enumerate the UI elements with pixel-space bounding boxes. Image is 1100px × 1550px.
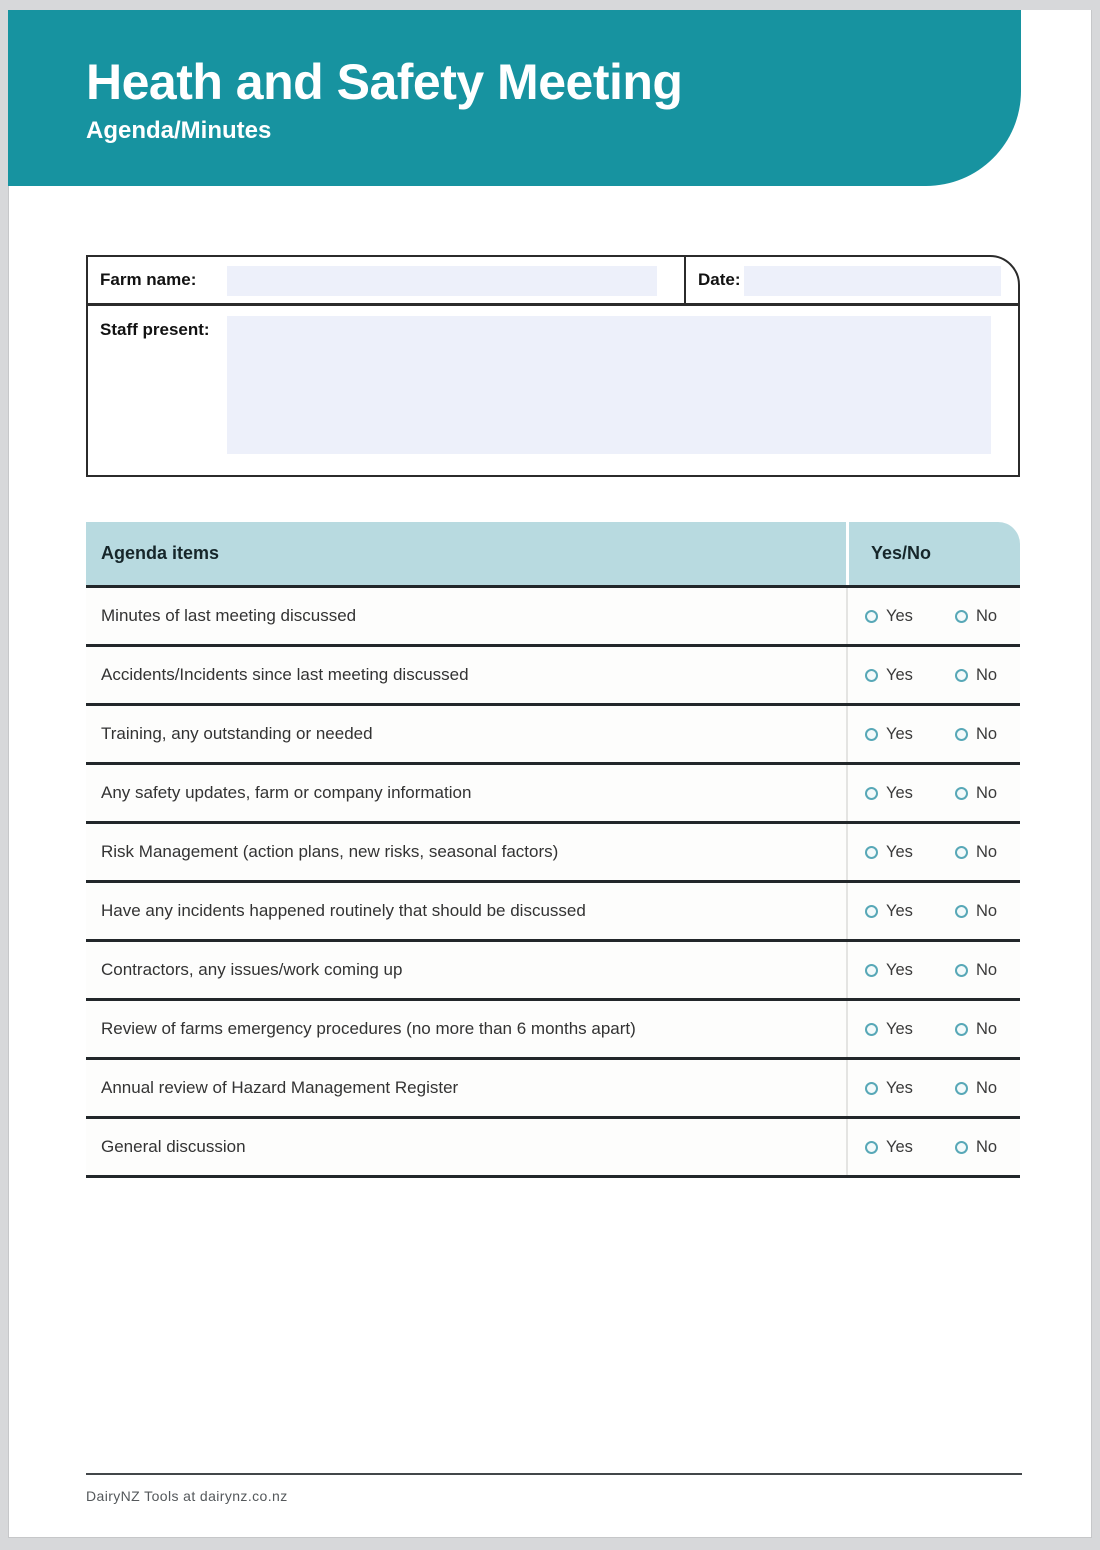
yes-label: Yes — [886, 783, 913, 802]
footer-divider — [86, 1473, 1022, 1475]
table-row — [86, 1060, 1020, 1119]
yes-radio[interactable] — [865, 1079, 913, 1098]
agenda-item-label: Have any incidents happened routinely that should be discussed — [101, 901, 586, 920]
radio-circle-icon — [955, 728, 968, 741]
no-radio[interactable] — [955, 1020, 997, 1039]
radio-circle-icon — [955, 1023, 968, 1036]
page-title: Heath and Safety Meeting — [86, 54, 683, 110]
yesno-header: Yes/No — [871, 543, 932, 563]
no-radio[interactable] — [955, 725, 997, 744]
radio-circle-icon — [955, 1141, 968, 1154]
table-row — [86, 1001, 1020, 1060]
column-divider — [846, 942, 848, 998]
staff-present-input[interactable] — [227, 316, 991, 454]
date-cell — [686, 257, 1018, 303]
yes-label: Yes — [886, 842, 913, 861]
radio-circle-icon — [865, 669, 878, 682]
yes-label: Yes — [886, 901, 913, 920]
agenda-items-header: Agenda items — [101, 543, 220, 563]
table-row — [86, 1119, 1020, 1178]
agenda-rows — [86, 588, 1020, 1178]
agenda-table — [86, 522, 1020, 1178]
no-label: No — [976, 606, 998, 625]
column-divider — [846, 1060, 848, 1116]
radio-circle-icon — [865, 1141, 878, 1154]
column-divider — [846, 706, 848, 762]
agenda-item-label: Annual review of Hazard Management Register — [101, 1078, 459, 1097]
no-radio[interactable] — [955, 784, 997, 803]
column-divider — [846, 765, 848, 821]
table-row — [86, 706, 1020, 765]
radio-circle-icon — [955, 1082, 968, 1095]
yes-radio[interactable] — [865, 666, 913, 685]
radio-circle-icon — [865, 610, 878, 623]
date-input[interactable] — [744, 266, 1001, 296]
yes-radio[interactable] — [865, 961, 913, 980]
no-radio[interactable] — [955, 1138, 997, 1157]
no-radio[interactable] — [955, 607, 997, 626]
radio-circle-icon — [865, 846, 878, 859]
radio-circle-icon — [865, 964, 878, 977]
table-row — [86, 942, 1020, 1001]
yes-radio[interactable] — [865, 607, 913, 626]
radio-circle-icon — [955, 846, 968, 859]
table-header-row — [86, 522, 1020, 588]
no-label: No — [976, 1019, 998, 1038]
no-radio[interactable] — [955, 843, 997, 862]
table-row — [86, 647, 1020, 706]
agenda-item-label: Any safety updates, farm or company information — [101, 783, 472, 802]
radio-circle-icon — [955, 610, 968, 623]
column-divider — [846, 1001, 848, 1057]
meeting-info-box — [86, 255, 1020, 477]
table-row — [86, 883, 1020, 942]
table-row — [86, 824, 1020, 883]
agenda-item-label: Minutes of last meeting discussed — [101, 606, 357, 625]
no-radio[interactable] — [955, 1079, 997, 1098]
radio-circle-icon — [865, 905, 878, 918]
yes-radio[interactable] — [865, 843, 913, 862]
no-label: No — [976, 783, 998, 802]
column-divider — [846, 824, 848, 880]
radio-circle-icon — [865, 1023, 878, 1036]
no-radio[interactable] — [955, 666, 997, 685]
document-page — [8, 10, 1092, 1538]
no-label: No — [976, 842, 998, 861]
agenda-item-label: Risk Management (action plans, new risks, seasonal factors) — [101, 842, 559, 861]
radio-circle-icon — [955, 669, 968, 682]
yes-label: Yes — [886, 724, 913, 743]
yes-radio[interactable] — [865, 902, 913, 921]
radio-circle-icon — [955, 905, 968, 918]
yes-label: Yes — [886, 1137, 913, 1156]
no-label: No — [976, 724, 998, 743]
agenda-item-label: Contractors, any issues/work coming up — [101, 960, 403, 979]
yes-radio[interactable] — [865, 1020, 913, 1039]
agenda-item-label: Accidents/Incidents since last meeting discussed — [101, 665, 469, 684]
no-radio[interactable] — [955, 961, 997, 980]
date-label: Date: — [698, 270, 741, 289]
footer-text: DairyNZ Tools at dairynz.co.nz — [86, 1488, 288, 1504]
farm-name-label: Farm name: — [100, 270, 197, 289]
yes-label: Yes — [886, 1019, 913, 1038]
radio-circle-icon — [865, 787, 878, 800]
agenda-item-label: Review of farms emergency procedures (no more than 6 months apart) — [101, 1019, 636, 1038]
agenda-item-label: Training, any outstanding or needed — [101, 724, 373, 743]
staff-present-label: Staff present: — [100, 320, 210, 339]
yes-radio[interactable] — [865, 784, 913, 803]
column-divider — [846, 522, 849, 585]
radio-circle-icon — [865, 728, 878, 741]
farm-name-cell — [88, 257, 686, 303]
no-label: No — [976, 1137, 998, 1156]
page-subtitle: Agenda/Minutes — [86, 117, 272, 144]
header-banner — [8, 10, 1021, 186]
table-row — [86, 765, 1020, 824]
yes-radio[interactable] — [865, 1138, 913, 1157]
radio-circle-icon — [865, 1082, 878, 1095]
yes-radio[interactable] — [865, 725, 913, 744]
radio-circle-icon — [955, 787, 968, 800]
no-label: No — [976, 1078, 998, 1097]
no-radio[interactable] — [955, 902, 997, 921]
table-row — [86, 588, 1020, 647]
yes-label: Yes — [886, 665, 913, 684]
farm-date-row — [88, 257, 1018, 306]
staff-present-row — [88, 306, 1018, 469]
yes-label: Yes — [886, 606, 913, 625]
column-divider — [846, 1119, 848, 1175]
no-label: No — [976, 960, 998, 979]
column-divider — [846, 883, 848, 939]
column-divider — [846, 647, 848, 703]
radio-circle-icon — [955, 964, 968, 977]
yes-label: Yes — [886, 960, 913, 979]
column-divider — [846, 588, 848, 644]
no-label: No — [976, 665, 998, 684]
farm-name-input[interactable] — [227, 266, 657, 296]
agenda-item-label: General discussion — [101, 1137, 246, 1156]
no-label: No — [976, 901, 998, 920]
yes-label: Yes — [886, 1078, 913, 1097]
